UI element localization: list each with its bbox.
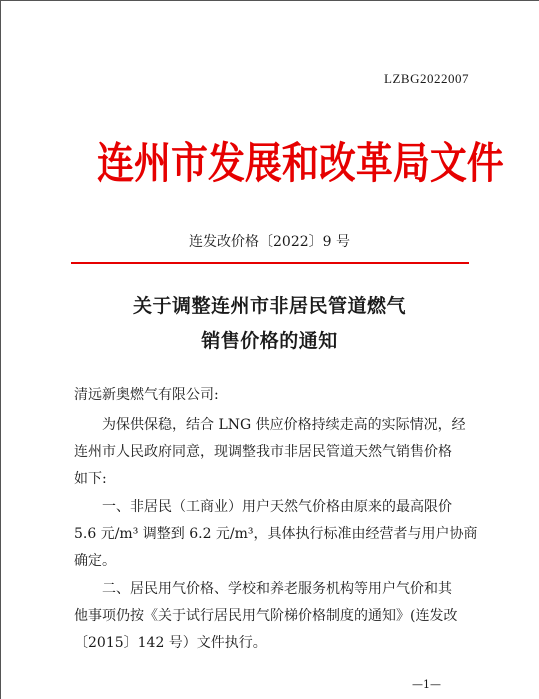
page-number: —1— [412, 678, 441, 691]
notice-title-line-2: 销售价格的通知 [201, 330, 338, 352]
body-line: 他事项仍按《关于试行居民用气阶梯价格制度的通知》(连发改 [74, 608, 458, 624]
body-line: 为保供保稳，结合 LNG 供应价格持续走高的实际情况，经 [102, 417, 466, 433]
notice-title-line-1: 关于调整连州市非居民管道燃气 [132, 295, 406, 317]
body-line: 〔2015〕142 号）文件执行。 [74, 635, 267, 651]
body-line: 连州市人民政府同意，现调整我市非居民管道天然气销售价格 [74, 444, 452, 460]
page-border-top [0, 0, 539, 1]
body-line: 一、非居民（工商业）用户天然气价格由原来的最高限价 [102, 499, 452, 515]
body-line: 5.6 元/m³ 调整到 6.2 元/m³，具体执行标准由经营者与用户协商 [74, 526, 478, 542]
document-code: LZBG2022007 [384, 71, 469, 86]
body-line: 如下: [74, 471, 107, 487]
body-line: 二、居民用气价格、学校和养老服务机构等用户气价和其 [102, 581, 452, 597]
issuing-authority-header: 连州市发展和改革局文件 [97, 139, 504, 189]
body-line: 确定。 [74, 553, 116, 569]
addressee: 清远新奥燃气有限公司: [74, 387, 219, 403]
document-number: 连发改价格〔2022〕9 号 [189, 234, 350, 250]
red-separator-rule [71, 262, 469, 264]
